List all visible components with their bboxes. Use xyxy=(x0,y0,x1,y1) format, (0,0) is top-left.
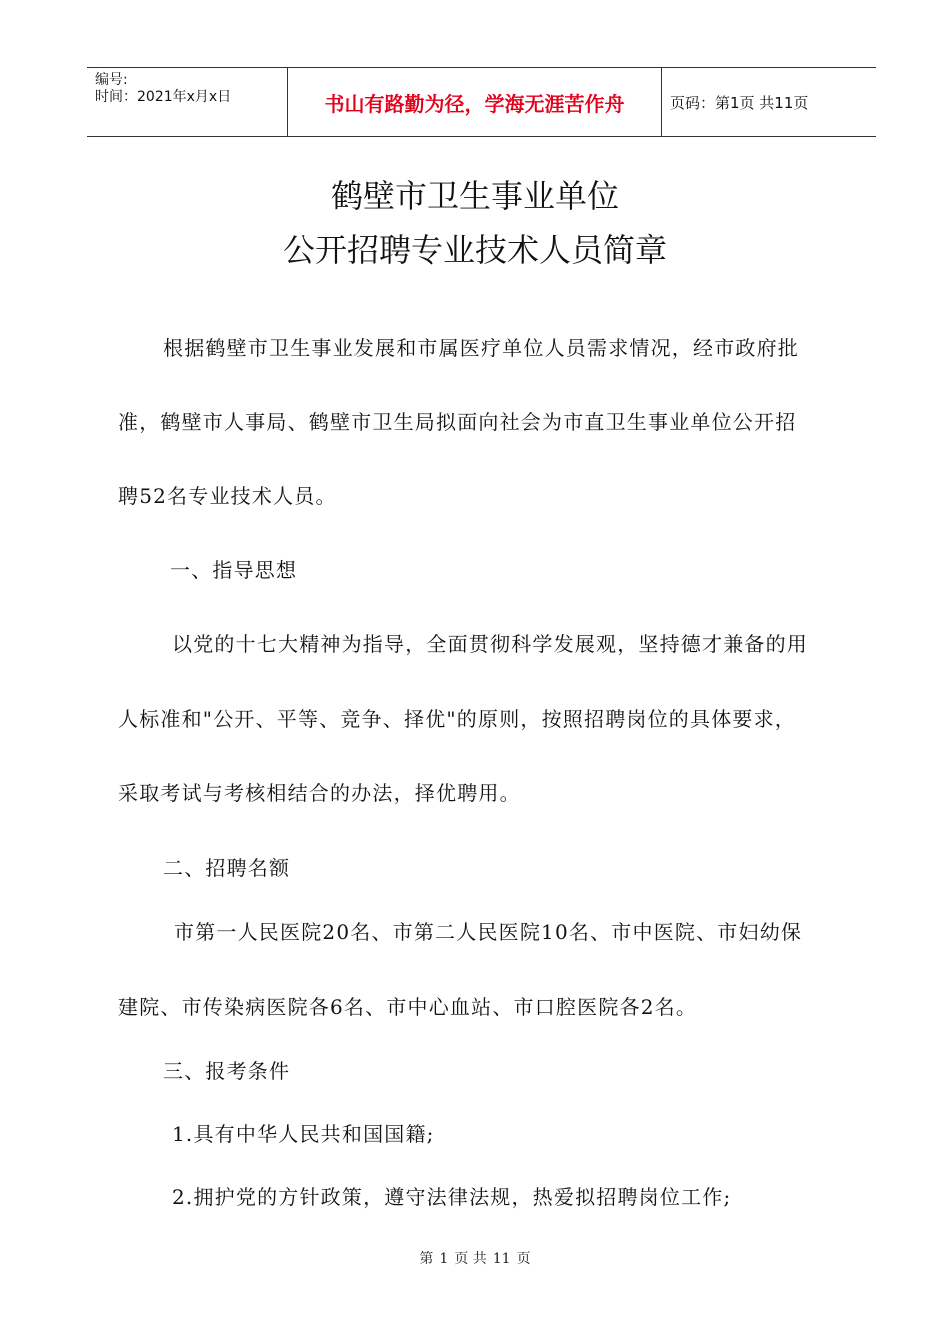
section-heading-2: 二、招聘名额 xyxy=(163,856,291,880)
section-heading-3: 三、报考条件 xyxy=(163,1059,291,1083)
intro-line-1: 根据鹤壁市卫生事业发展和市属医疗单位人员需求情况，经市政府批 xyxy=(163,336,799,360)
section2-line-2: 建院、市传染病医院各6名、市中心血站、市口腔医院各2名。 xyxy=(118,995,698,1019)
document-time-label: 时间：2021年x月x日 xyxy=(95,89,232,105)
footer-total-pages: 11 xyxy=(492,1251,511,1267)
header-page-label: 页码：第1页 共11页 xyxy=(670,93,809,112)
section1-line-3: 采取考试与考核相结合的办法，择优聘用。 xyxy=(118,781,521,805)
document-number-label: 编号: xyxy=(95,72,128,88)
footer-mid: 页 共 xyxy=(454,1251,487,1267)
section-heading-1: 一、指导思想 xyxy=(170,558,298,582)
footer-suffix: 页 xyxy=(516,1251,531,1267)
header-table xyxy=(87,67,876,137)
section3-item-1: 1.具有中华人民共和国国籍; xyxy=(172,1122,435,1146)
section3-item-2: 2.拥护党的方针政策，遵守法律法规，热爱拟招聘岗位工作; xyxy=(172,1185,732,1209)
footer-page-number: 1 xyxy=(439,1251,449,1267)
page-footer xyxy=(0,1248,950,1268)
intro-line-2: 准，鹤壁市人事局、鹤壁市卫生局拟面向社会为市直卫生事业单位公开招 xyxy=(118,410,797,434)
header-motto: 书山有路勤为径，学海无涯苦作舟 xyxy=(288,68,662,136)
document-title-line1: 鹤壁市卫生事业单位 xyxy=(330,177,619,215)
section2-line-1: 市第一人民医院20名、市第二人民医院10名、市中医院、市妇幼保 xyxy=(174,920,803,944)
section1-line-2: 人标准和"公开、平等、竞争、择优"的原则，按照招聘岗位的具体要求， xyxy=(118,707,796,731)
footer-prefix: 第 xyxy=(419,1251,434,1267)
section1-line-1: 以党的十七大精神为指导，全面贯彻科学发展观，坚持德才兼备的用 xyxy=(172,632,808,656)
document-title-line2: 公开招聘专业技术人员简章 xyxy=(282,231,667,269)
header-meta-cell xyxy=(87,68,288,136)
intro-line-3: 聘52名专业技术人员。 xyxy=(118,484,337,508)
